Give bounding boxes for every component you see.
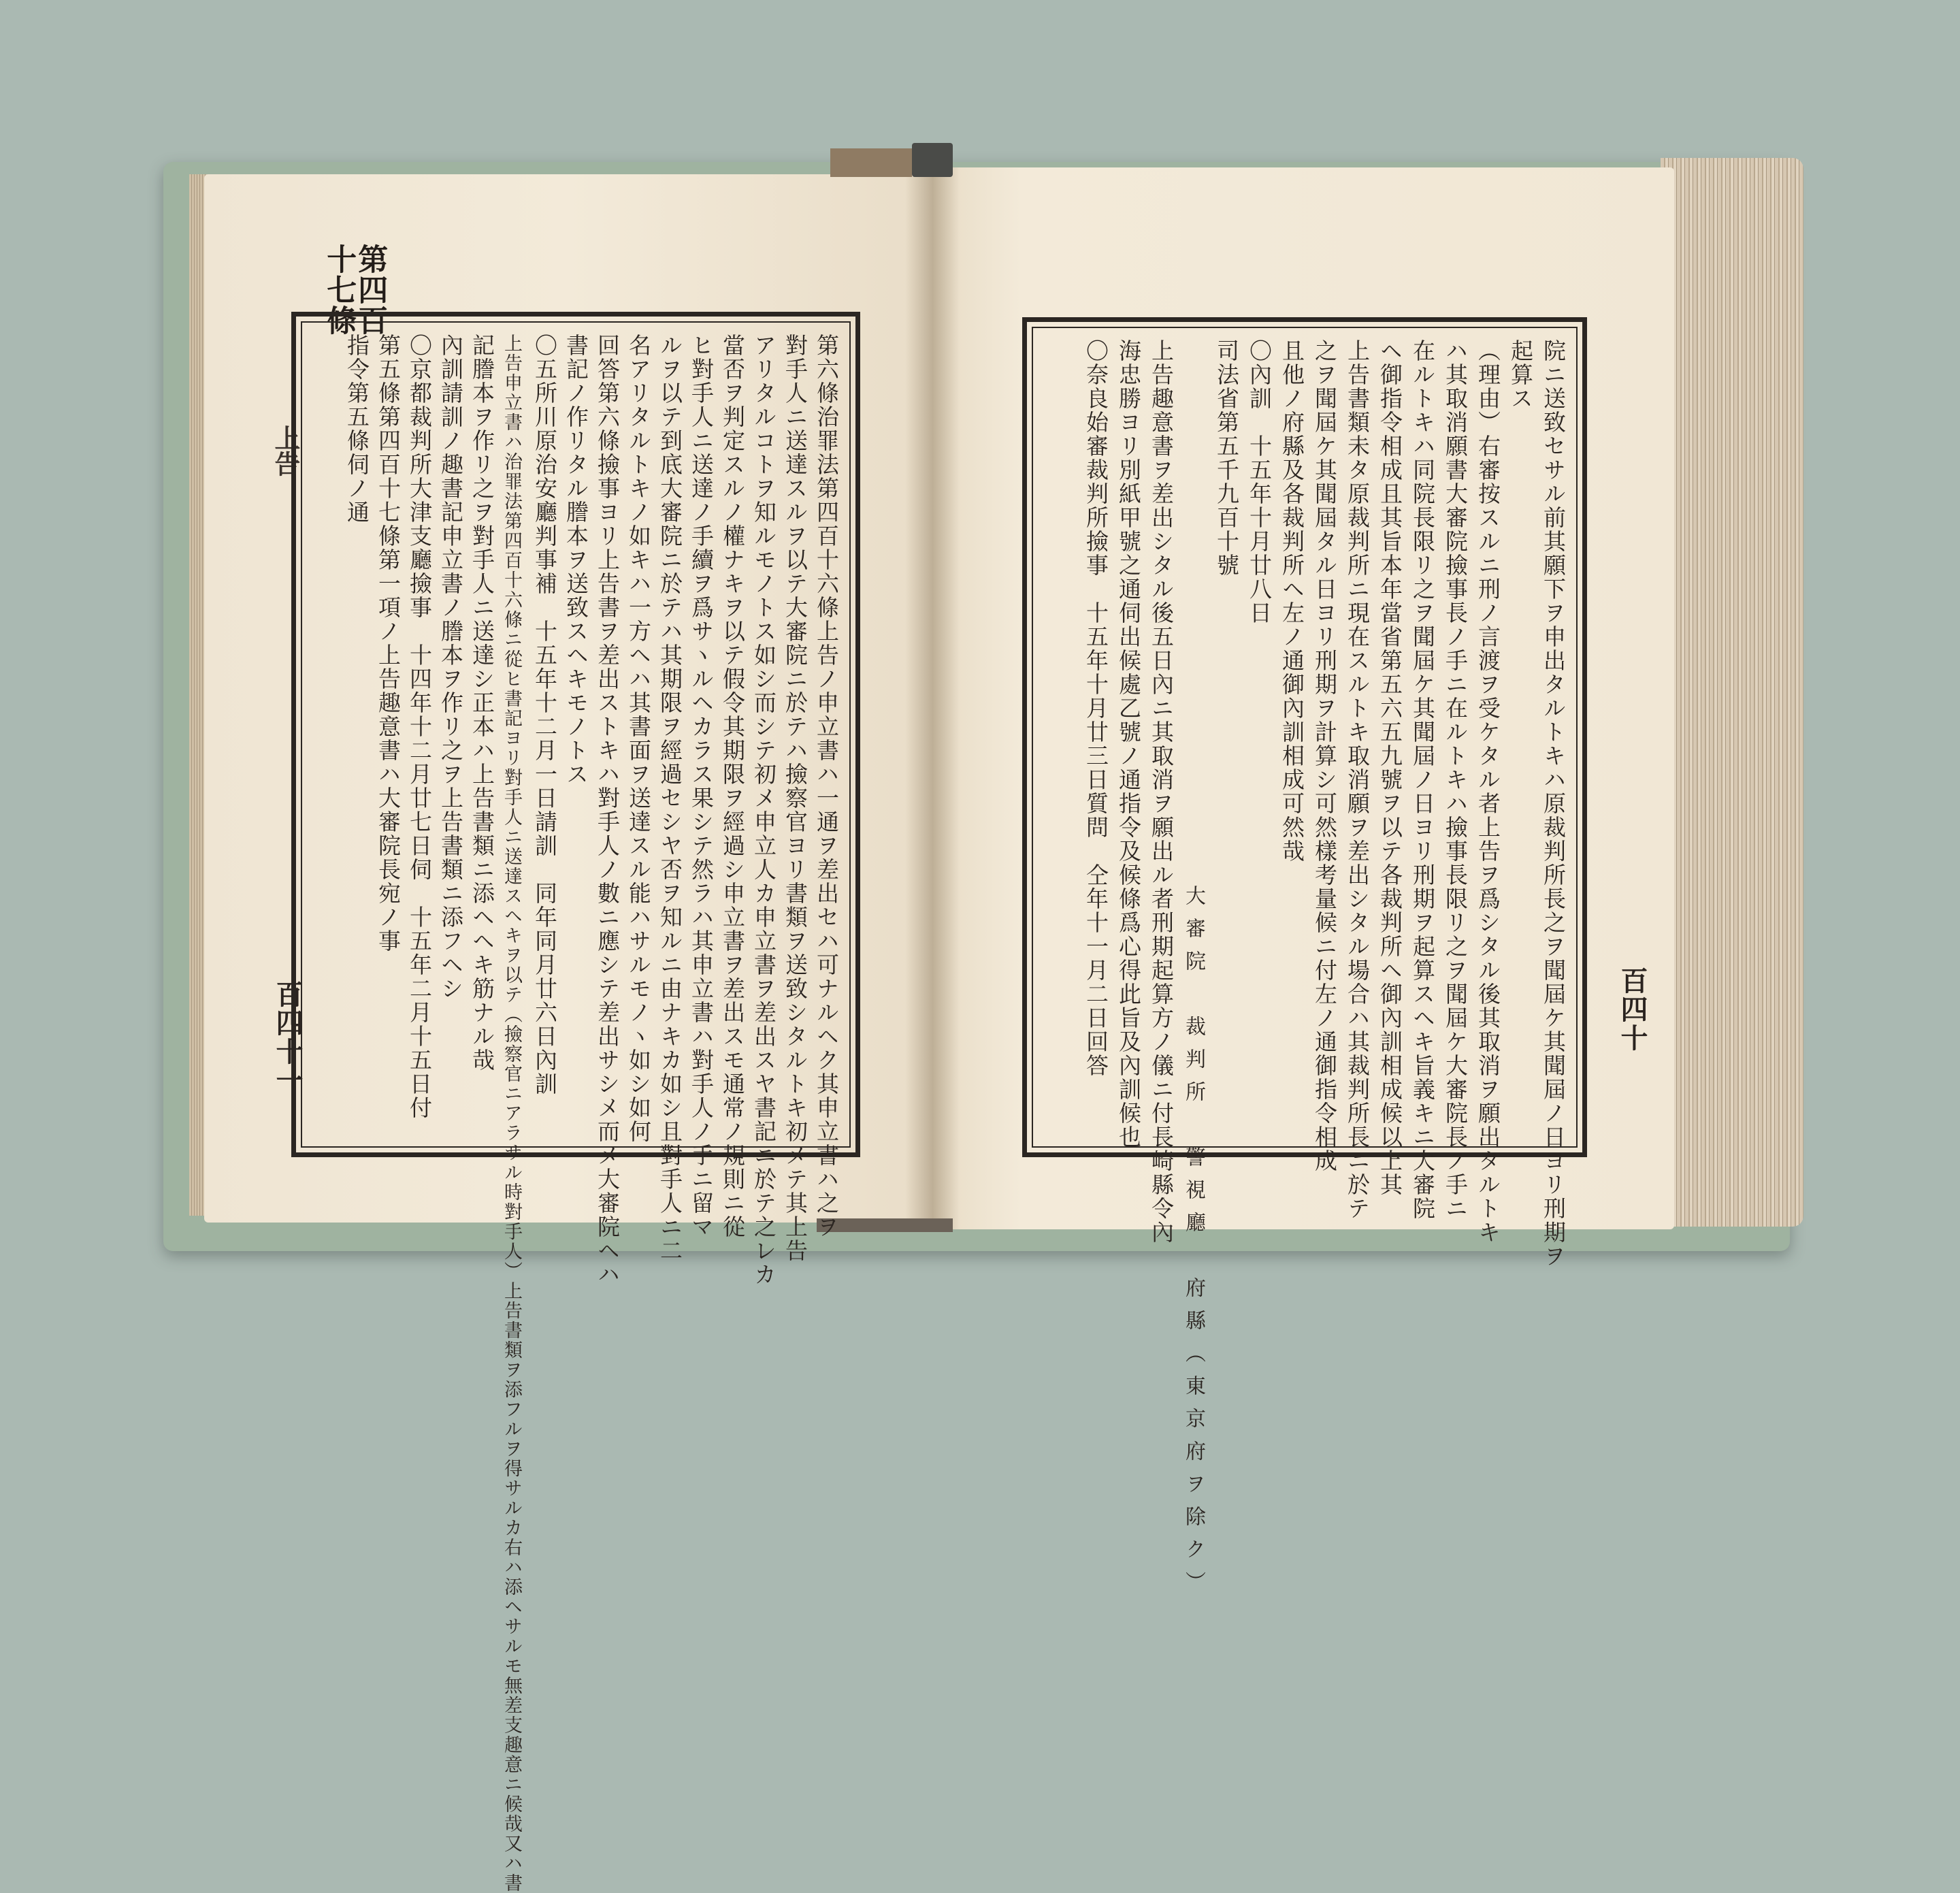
left-col-14: 〇京都裁判所大津支廳撿事 十四年十二月廿七日伺 十五年二月十五日付: [406, 334, 433, 1120]
left-col-7: 名アリタルトキノ如キハ一方ヘハ其書面ヲ送達スル能ハサルモノヽ如シ如何: [625, 334, 652, 1144]
left-col-3: アリタルコトヲ知ルモノトス如シ而シテ初メ申立人カ申立書ヲ差出スヤ書記ニ於テ之レカ: [751, 334, 777, 1287]
right-col-2: 起算ス: [1507, 339, 1534, 410]
left-col-15: 第五條第四百十七條第一項ノ上告趣意書ハ大審院長宛ノ事: [375, 334, 402, 953]
right-col-12-addressees: 大審院 裁判所 警視廳 府縣（東京府ヲ除ク）: [1181, 885, 1205, 1604]
page-edges-right: [1661, 158, 1803, 1227]
left-col-16: 指令第五條伺ノ通: [344, 334, 370, 524]
spine-tab: [830, 148, 912, 177]
left-col-8: 回答第六條撿事ヨリ上告書ヲ差出ストキハ對手人ノ數ニ應シテ差出サシメ而メ大審院ヘハ: [594, 334, 621, 1287]
right-col-3: （理由）右審按スルニ刑ノ言渡ヲ受ケタル者上告ヲ爲シタル後其取消ヲ願出タルトキ: [1475, 339, 1501, 1244]
right-col-9: 且他ノ府縣及各裁判所ヘ左ノ通御內訓相成可然哉: [1279, 339, 1305, 863]
left-col-2: 對手人ニ送達スルヲ以テ大審院ニ於テハ撿察官ヨリ書類ヲ送致シタルトキ初メテ其上告: [782, 334, 808, 1263]
right-col-14: 海忠勝ヨリ別紙甲號之通伺出候處乙號ノ通指令及候條爲心得此旨及內訓候也: [1115, 339, 1142, 1149]
folio-left: 百四十一: [272, 980, 304, 1095]
right-col-4: ハ其取消願書大審院撿事長ノ手ニ在ルトキハ撿事長限リ之ヲ聞屆ケ大審院長ノ手ニ: [1442, 339, 1469, 1220]
folio-right: 百四十: [1616, 967, 1648, 1052]
right-col-10: 〇內訓 十五年十月廿八日: [1246, 339, 1273, 625]
left-col-6: ルヲ以テ到底大審院ニ於テハ其期限ヲ經過セシヤ否ヲ知ルニ由ナキカ如シ且對手人ニ二: [657, 334, 683, 1263]
left-col-10: 〇五所川原治安廳判事補 十五年十二月一日請訓 同年同月廿六日內訓: [532, 334, 558, 1096]
right-col-11: 司法省第五千九百十號: [1213, 339, 1240, 577]
left-col-5: ヒ對手人ニ送達ノ手續ヲ爲サヽルヘカラス果シテ然ラハ其申立書ハ對手人ノ手ニ留マ: [688, 334, 715, 1239]
running-head-left: 上告: [270, 425, 301, 476]
left-col-4: 當否ヲ判定スルノ權ナキヲ以テ假令其期限ヲ經過シ申立書ヲ差出スモ通常ノ規則ニ從: [719, 334, 746, 1239]
left-col-11: 上告申立書ハ治罪法第四百十六條ニ從ヒ書記ヨリ對手人ニ送達スヘキヲ以テ（撿察官ニアラサル時對手人）上告書類ヲ添フルヲ得サルカ右ハ添ヘサルモ無差支趣意ニ候哉又ハ書: [501, 334, 522, 1893]
headnote-part-1: 第四百: [353, 244, 388, 336]
right-col-1: 院ニ送致セサル前其願下ヲ申出タルトキハ原裁判所長之ヲ聞屆ケ其聞屆ノ日ヨリ刑期ヲ: [1540, 339, 1567, 1268]
right-col-8: 之ヲ聞屆ケ其聞屆タル日ヨリ刑期ヲ計算シ可然樣考量候ニ付左ノ通御指令相成: [1311, 339, 1338, 1173]
right-col-15: 〇奈良始審裁判所撿事 十五年十月廿三日質問 仝年十一月二日回答: [1083, 339, 1109, 1078]
bookmark-ribbon: [912, 143, 953, 177]
left-col-12: 記謄本ヲ作リ之ヲ對手人ニ送達シ正本ハ上告書類ニ添ヘヘキ筋ナル哉: [469, 334, 495, 1072]
left-col-9: 書記ノ作リタル謄本ヲ送致スヘキモノトス: [563, 334, 589, 786]
left-col-13: 內訓請訓ノ趣書記申立書ノ謄本ヲ作リ之ヲ上告書類ニ添フヘシ: [438, 334, 464, 1001]
book-gutter: [905, 167, 960, 1229]
right-col-6: ヘ御指令相成且其旨本年當省第五六五九號ヲ以テ各裁判所ヘ御內訓相成候以上其: [1377, 339, 1403, 1197]
right-col-13: 上告趣意書ヲ差出シタル後五日內ニ其取消ヲ願出ル者刑期起算方ノ儀ニ付長崎縣令內: [1148, 339, 1175, 1244]
left-col-1: 第六條治罪法第四百十六條上告ノ申立書ハ一通ヲ差出セハ可ナルヘク其申立書ハ之ヲ: [813, 334, 840, 1239]
right-col-5: 在ルトキハ同院長限リ之ヲ聞屆ケ其聞屆ノ日ヨリ刑期ヲ起算スヘキ旨義キニ大審院: [1409, 339, 1436, 1220]
headnote-part-2: 十七條: [321, 244, 357, 336]
right-col-7: 上告書類未タ原裁判所ニ現在スルトキ取消願ヲ差出シタル場合ハ其裁判所長ニ於テ: [1344, 339, 1371, 1220]
